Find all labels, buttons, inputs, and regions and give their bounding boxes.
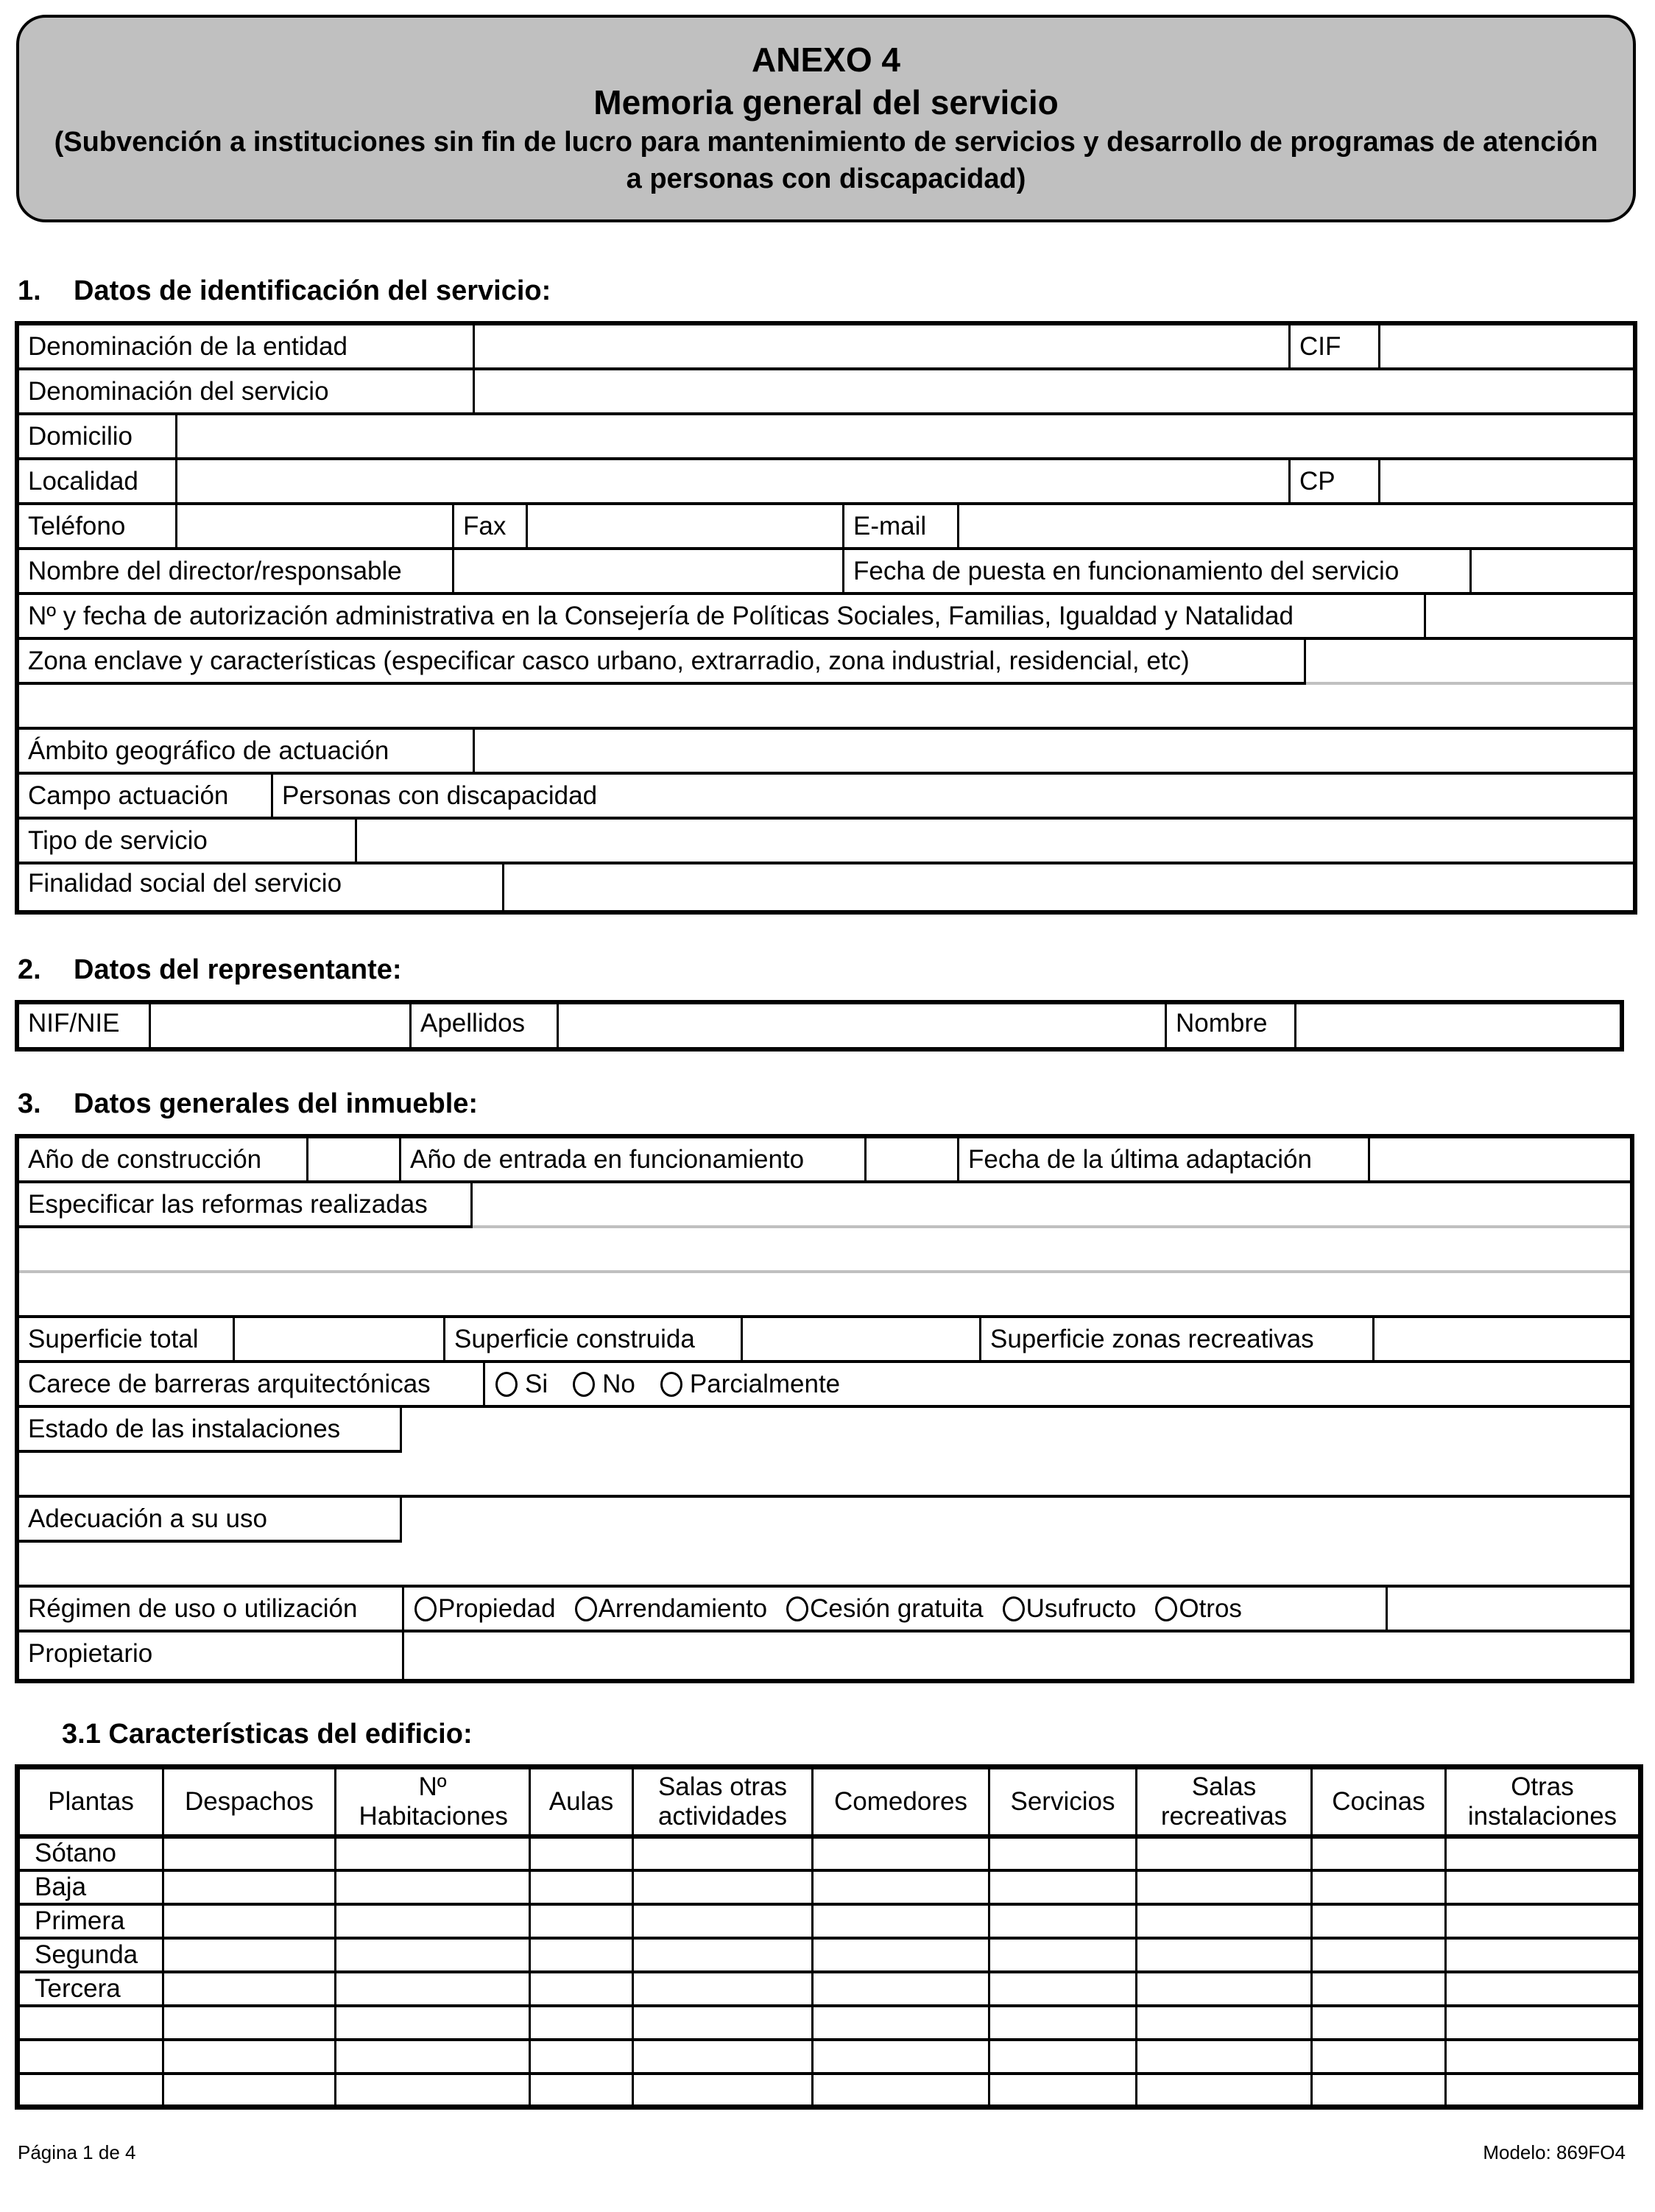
table-header-row xyxy=(18,1767,1641,1836)
table-cell-input[interactable] xyxy=(1137,2040,1312,2074)
table-cell-input[interactable] xyxy=(1446,1904,1641,1938)
label-localidad: Localidad xyxy=(28,467,138,496)
adecuacion-field[interactable] xyxy=(402,1498,1630,1585)
table-row xyxy=(18,1938,1641,1972)
label-finalidad: Finalidad social del servicio xyxy=(28,869,342,898)
document-subtitle: (Subvención a instituciones sin fin de lucro para mantenimiento de servicios y desarrollo de programas de atención a personas con discapacidad) xyxy=(54,127,1598,194)
fax-field[interactable] xyxy=(526,505,842,547)
table-cell-input[interactable] xyxy=(989,1904,1137,1938)
table-cell-input[interactable] xyxy=(336,1904,530,1938)
label-domicilio: Domicilio xyxy=(28,422,133,451)
label-anio-construccion: Año de construcción xyxy=(28,1145,262,1174)
radio-circle-icon xyxy=(660,1372,682,1397)
table-cell-input[interactable] xyxy=(1312,1972,1446,2006)
document-title: Memoria general del servicio xyxy=(593,83,1059,121)
table-cell-input[interactable] xyxy=(163,1836,336,1870)
telefono-field[interactable] xyxy=(175,505,452,547)
table-cell-input[interactable] xyxy=(813,2040,989,2074)
reformas-field-inline[interactable] xyxy=(473,1183,1630,1228)
tipo-field[interactable] xyxy=(355,820,1633,862)
label-zona: Zona enclave y características (especificar casco urbano, extrarradio, zona industrial, residencial, etc) xyxy=(19,640,1306,685)
table-cell-input[interactable] xyxy=(163,2040,336,2074)
table-cell-input[interactable] xyxy=(530,1870,633,1904)
label-nif: NIF/NIE xyxy=(28,1009,120,1038)
table-cell-input[interactable] xyxy=(633,1972,813,2006)
table-row xyxy=(18,2074,1641,2107)
section-2-form xyxy=(15,1000,1624,1052)
sup-construida-field[interactable] xyxy=(741,1318,979,1360)
regimen-radio-group xyxy=(402,1588,1386,1630)
row-label-planta: Baja xyxy=(18,1870,163,1904)
finalidad-field[interactable] xyxy=(502,864,1633,910)
table-cell-input[interactable] xyxy=(813,2006,989,2040)
table-row xyxy=(18,1972,1641,2006)
col-header-servicios: Servicios xyxy=(989,1767,1137,1836)
label-apellidos: Apellidos xyxy=(409,1004,557,1047)
radio-circle-icon xyxy=(1003,1596,1025,1621)
table-cell-input[interactable] xyxy=(1137,1870,1312,1904)
radio-circle-icon xyxy=(573,1372,595,1397)
label-entidad: Denominación de la entidad xyxy=(28,332,347,361)
table-cell-input[interactable] xyxy=(1446,2006,1641,2040)
table-cell-input[interactable] xyxy=(530,1972,633,2006)
autorizacion-field[interactable] xyxy=(1424,595,1633,637)
cp-field[interactable] xyxy=(1378,460,1633,502)
col-header-habitaciones: Nº Habitaciones xyxy=(336,1767,530,1836)
radio-circle-icon xyxy=(786,1596,808,1621)
label-email: E-mail xyxy=(842,505,957,547)
table-cell-input[interactable] xyxy=(1312,1870,1446,1904)
campo-field[interactable]: Personas con discapacidad xyxy=(271,775,1633,817)
apellidos-field[interactable] xyxy=(557,1004,1165,1047)
annex-number: ANEXO 4 xyxy=(752,40,900,79)
section-1-title: 1. Datos de identificación del servicio: xyxy=(18,275,551,306)
table-cell-input[interactable] xyxy=(163,2074,336,2107)
table-cell-input[interactable] xyxy=(813,1972,989,2006)
table-cell-input[interactable] xyxy=(1312,2040,1446,2074)
table-cell-input[interactable] xyxy=(633,1870,813,1904)
label-autorizacion: Nº y fecha de autorización administrativa en la Consejería de Políticas Sociales, Familias, Igualdad y Natalidad xyxy=(28,602,1294,630)
table-cell-input[interactable] xyxy=(1446,1836,1641,1870)
table-cell-input[interactable] xyxy=(336,2040,530,2074)
table-cell-input[interactable] xyxy=(633,2040,813,2074)
label-tipo: Tipo de servicio xyxy=(28,826,208,855)
radio-circle-icon xyxy=(1155,1596,1177,1621)
label-propietario: Propietario xyxy=(28,1639,153,1668)
radio-arrendamiento[interactable]: Arrendamiento xyxy=(575,1588,768,1630)
table-cell-input[interactable] xyxy=(163,1972,336,2006)
anio-construccion-field[interactable] xyxy=(306,1138,399,1180)
table-cell-input[interactable] xyxy=(1446,2040,1641,2074)
label-sup-recreativas: Superficie zonas recreativas xyxy=(979,1318,1372,1360)
table-cell-input[interactable] xyxy=(1137,2074,1312,2107)
label-barreras: Carece de barreras arquitectónicas xyxy=(28,1370,431,1398)
label-reformas: Especificar las reformas realizadas xyxy=(19,1183,473,1228)
table-cell-input[interactable] xyxy=(530,2040,633,2074)
table-cell-input[interactable] xyxy=(1312,2006,1446,2040)
table-cell-input[interactable] xyxy=(813,1938,989,1972)
table-cell-input[interactable] xyxy=(989,1938,1137,1972)
table-row xyxy=(18,1904,1641,1938)
table-cell-input[interactable] xyxy=(813,1870,989,1904)
section-3-form xyxy=(15,1134,1634,1683)
table-cell-input[interactable] xyxy=(1446,1938,1641,1972)
table-cell-input[interactable] xyxy=(336,1836,530,1870)
radio-parcialmente[interactable]: Parcialmente xyxy=(660,1363,840,1405)
table-cell-input[interactable] xyxy=(336,1938,530,1972)
col-header-plantas: Plantas xyxy=(18,1767,163,1836)
sup-recreativas-field[interactable] xyxy=(1372,1318,1630,1360)
table-cell-input[interactable] xyxy=(633,2006,813,2040)
label-fecha-adaptacion: Fecha de la última adaptación xyxy=(957,1138,1368,1180)
label-cif: CIF xyxy=(1288,325,1378,367)
table-cell-input[interactable] xyxy=(530,2074,633,2107)
row-label-planta: Sótano xyxy=(18,1836,163,1870)
anio-entrada-field[interactable] xyxy=(864,1138,957,1180)
label-fecha-puesta: Fecha de puesta en funcionamiento del servicio xyxy=(842,550,1469,592)
table-cell-input[interactable] xyxy=(336,1870,530,1904)
section-3-1-title: 3.1 Características del edificio: xyxy=(62,1719,473,1750)
radio-cesion-gratuita[interactable]: Cesión gratuita xyxy=(786,1588,983,1630)
servicio-field[interactable] xyxy=(473,370,1633,412)
table-cell-input[interactable] xyxy=(989,1836,1137,1870)
label-anio-entrada: Año de entrada en funcionamiento xyxy=(399,1138,864,1180)
row-label-planta: Primera xyxy=(18,1904,163,1938)
table-cell-input[interactable] xyxy=(336,1972,530,2006)
label-adecuacion: Adecuación a su uso xyxy=(19,1498,402,1543)
table-cell-input[interactable] xyxy=(1312,1904,1446,1938)
page-number: Página 1 de 4 xyxy=(18,2141,136,2163)
table-cell-input[interactable] xyxy=(1137,1836,1312,1870)
table-cell-input[interactable] xyxy=(530,1836,633,1870)
table-cell-input[interactable] xyxy=(530,1938,633,1972)
ambito-field[interactable] xyxy=(473,730,1633,772)
email-field[interactable] xyxy=(957,505,1633,547)
table-cell-input[interactable] xyxy=(163,1870,336,1904)
estado-field[interactable] xyxy=(402,1408,1630,1495)
table-cell-input[interactable] xyxy=(336,2074,530,2107)
localidad-field[interactable] xyxy=(175,460,1288,502)
table-cell-input[interactable] xyxy=(163,2006,336,2040)
radio-circle-icon xyxy=(414,1596,437,1621)
table-cell-input[interactable] xyxy=(1446,2074,1641,2107)
label-director: Nombre del director/responsable xyxy=(28,557,402,585)
section-2-title: 2. Datos del representante: xyxy=(18,954,402,985)
radio-usufructo[interactable]: Usufructo xyxy=(1003,1588,1137,1630)
table-row xyxy=(18,2006,1641,2040)
section-3-title: 3. Datos generales del inmueble: xyxy=(18,1088,479,1119)
model-code: Modelo: 869FO4 xyxy=(1483,2141,1626,2163)
zona-field-inline[interactable] xyxy=(1306,640,1633,685)
table-cell-input[interactable] xyxy=(633,1836,813,1870)
reformas-field-line-2[interactable] xyxy=(19,1273,1630,1315)
table-cell-input[interactable] xyxy=(989,2040,1137,2074)
radio-propiedad[interactable]: Propiedad xyxy=(414,1588,556,1630)
table-cell-input[interactable] xyxy=(1137,2006,1312,2040)
label-estado: Estado de las instalaciones xyxy=(19,1408,402,1453)
sup-total-field[interactable] xyxy=(233,1318,443,1360)
radio-otros[interactable]: Otros xyxy=(1155,1588,1242,1630)
row-label-planta: Tercera xyxy=(18,1972,163,2006)
col-header-comedores: Comedores xyxy=(813,1767,989,1836)
table-cell-input[interactable] xyxy=(989,2006,1137,2040)
table-cell-input[interactable] xyxy=(633,1938,813,1972)
table-cell-input[interactable] xyxy=(633,1904,813,1938)
col-header-otras-instalaciones: Otras instalaciones xyxy=(1446,1767,1641,1836)
table-cell-input[interactable] xyxy=(1312,1836,1446,1870)
col-header-cocinas: Cocinas xyxy=(1312,1767,1446,1836)
propietario-field[interactable] xyxy=(402,1632,1630,1679)
table-cell-input[interactable] xyxy=(989,1972,1137,2006)
table-cell-input[interactable] xyxy=(1312,2074,1446,2107)
label-fax: Fax xyxy=(452,505,526,547)
label-ambito: Ámbito geográfico de actuación xyxy=(28,736,389,765)
radio-circle-icon xyxy=(575,1596,597,1621)
label-cp: CP xyxy=(1288,460,1378,502)
radio-no[interactable]: No xyxy=(573,1363,635,1405)
table-cell-input[interactable] xyxy=(813,1904,989,1938)
entidad-field[interactable] xyxy=(473,325,1288,367)
label-regimen: Régimen de uso o utilización xyxy=(28,1594,358,1623)
radio-si[interactable]: Si xyxy=(495,1363,548,1405)
table-cell-input[interactable] xyxy=(1446,1972,1641,2006)
row-label-planta: Segunda xyxy=(18,1938,163,1972)
label-sup-total: Superficie total xyxy=(28,1325,199,1353)
nombre-field[interactable] xyxy=(1294,1004,1620,1047)
col-header-aulas: Aulas xyxy=(530,1767,633,1836)
cif-field[interactable] xyxy=(1378,325,1633,367)
row-label-planta xyxy=(18,2006,163,2040)
col-header-salas-recreativas: Salas recreativas xyxy=(1137,1767,1312,1836)
fecha-puesta-field[interactable] xyxy=(1469,550,1633,592)
director-field[interactable] xyxy=(452,550,842,592)
label-servicio: Denominación del servicio xyxy=(28,377,329,406)
table-cell-input[interactable] xyxy=(163,1904,336,1938)
table-cell-input[interactable] xyxy=(1137,1904,1312,1938)
table-row xyxy=(18,2040,1641,2074)
table-cell-input[interactable] xyxy=(989,1870,1137,1904)
table-cell-input[interactable] xyxy=(633,2074,813,2107)
label-campo: Campo actuación xyxy=(28,781,229,810)
table-cell-input[interactable] xyxy=(813,2074,989,2107)
table-cell-input[interactable] xyxy=(1312,1938,1446,1972)
regimen-otros-field[interactable] xyxy=(1386,1588,1630,1630)
barreras-radio-group xyxy=(483,1363,1630,1405)
table-cell-input[interactable] xyxy=(813,1836,989,1870)
building-characteristics-table xyxy=(15,1764,1643,2110)
table-row xyxy=(18,1870,1641,1904)
label-nombre: Nombre xyxy=(1165,1004,1294,1047)
row-label-planta xyxy=(18,2074,163,2107)
table-cell-input[interactable] xyxy=(1446,1870,1641,1904)
domicilio-field[interactable] xyxy=(175,415,1633,457)
table-cell-input[interactable] xyxy=(530,1904,633,1938)
table-row xyxy=(18,1836,1641,1870)
section-1-form xyxy=(15,321,1637,915)
fecha-adaptacion-field[interactable] xyxy=(1368,1138,1630,1180)
reformas-field-line-1[interactable] xyxy=(19,1228,1630,1270)
document-header xyxy=(16,15,1636,222)
table-cell-input[interactable] xyxy=(336,2006,530,2040)
table-cell-input[interactable] xyxy=(1137,1938,1312,1972)
radio-circle-icon xyxy=(495,1372,518,1397)
table-cell-input[interactable] xyxy=(989,2074,1137,2107)
label-sup-construida: Superficie construida xyxy=(443,1318,741,1360)
table-cell-input[interactable] xyxy=(1137,1972,1312,2006)
row-label-planta xyxy=(18,2040,163,2074)
col-header-despachos: Despachos xyxy=(163,1767,336,1836)
nif-field[interactable] xyxy=(149,1004,409,1047)
col-header-salas-otras: Salas otras actividades xyxy=(633,1767,813,1836)
zona-field[interactable] xyxy=(19,685,1633,727)
label-telefono: Teléfono xyxy=(28,512,126,540)
table-cell-input[interactable] xyxy=(163,1938,336,1972)
table-cell-input[interactable] xyxy=(530,2006,633,2040)
